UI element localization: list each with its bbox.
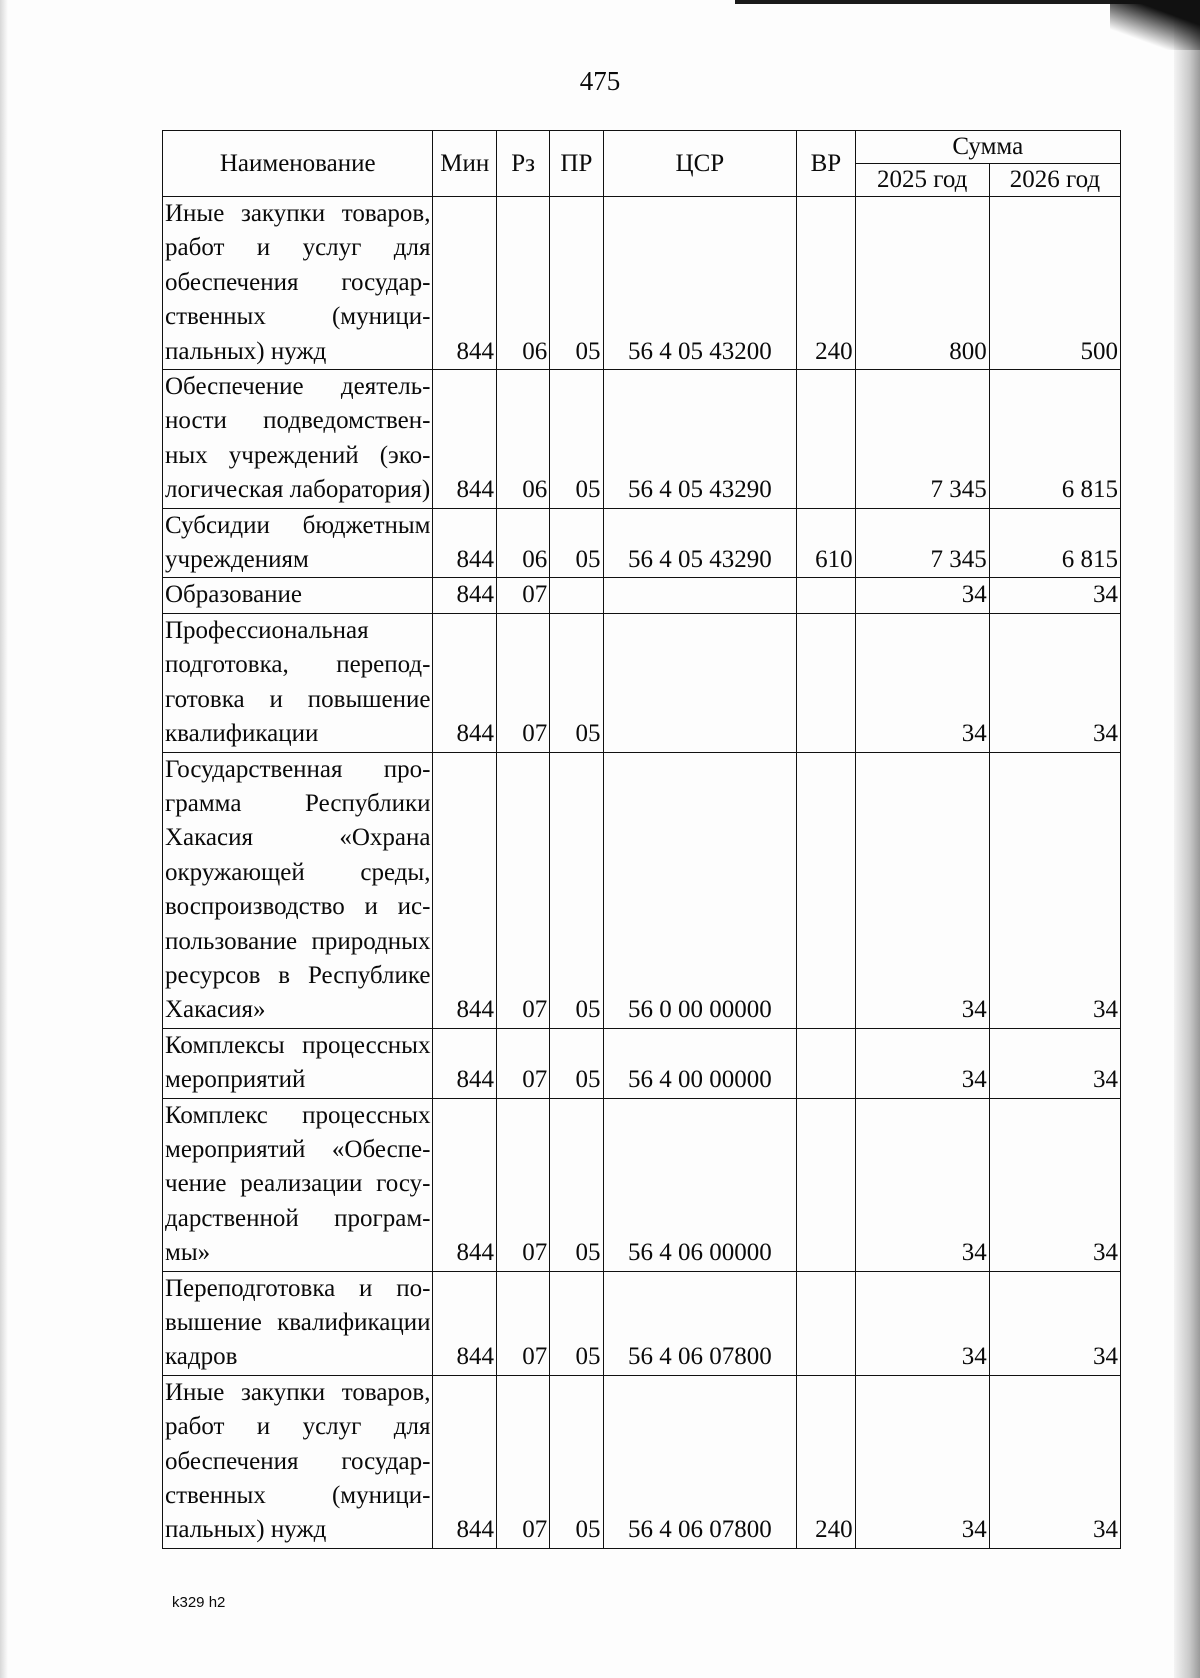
table-row: [163, 1098, 1121, 1271]
cell-name: Государственная программа Республики Хакасия «Охрана окружающей среды, воспроизводство и использование природных ресурсов в Республике Хакасия»: [163, 752, 433, 1028]
cell-csr: 56 0 00 00000: [603, 752, 797, 1028]
cell-rz: 07: [497, 1098, 550, 1271]
cell-pr: 05: [550, 1271, 603, 1375]
cell-vr: [797, 752, 855, 1028]
budget-table: [162, 130, 1121, 1549]
cell-min: 844: [433, 1028, 497, 1098]
cell-rz: 07: [497, 752, 550, 1028]
cell-2026: 6 815: [989, 508, 1120, 578]
cell-rz: 07: [497, 1271, 550, 1375]
table-row: [163, 508, 1121, 578]
table-row: [163, 1271, 1121, 1375]
cell-pr: 05: [550, 370, 603, 509]
cell-rz: 07: [497, 1028, 550, 1098]
cell-csr: 56 4 05 43200: [603, 197, 797, 370]
header-row: [163, 131, 1121, 164]
cell-name: Профессиональная подготовка, переподготовка и повышение квалификации: [163, 613, 433, 752]
page-number: 475: [579, 66, 621, 96]
cell-2025: 34: [855, 1271, 989, 1375]
cell-csr: 56 4 05 43290: [603, 508, 797, 578]
cell-2026: 34: [989, 1271, 1120, 1375]
cell-min: 844: [433, 752, 497, 1028]
cell-2025: 34: [855, 613, 989, 752]
cell-2025: 34: [855, 1098, 989, 1271]
cell-pr: 05: [550, 508, 603, 578]
cell-2025: 7 345: [855, 370, 989, 509]
cell-rz: 07: [497, 578, 550, 613]
cell-vr: 610: [797, 508, 855, 578]
cell-2025: 34: [855, 578, 989, 613]
cell-name: Комплексы процессных мероприятий: [163, 1028, 433, 1098]
cell-pr: [550, 578, 603, 613]
table-row: [163, 370, 1121, 509]
header-2025: 2025 год: [855, 164, 989, 197]
cell-2025: 7 345: [855, 508, 989, 578]
cell-csr: 56 4 05 43290: [603, 370, 797, 509]
cell-2026: 34: [989, 613, 1120, 752]
cell-min: 844: [433, 370, 497, 509]
cell-vr: [797, 613, 855, 752]
cell-rz: 06: [497, 197, 550, 370]
cell-min: 844: [433, 1098, 497, 1271]
cell-pr: 05: [550, 197, 603, 370]
cell-csr: 56 4 06 00000: [603, 1098, 797, 1271]
header-min: Мин: [433, 131, 497, 197]
cell-csr: 56 4 06 07800: [603, 1375, 797, 1548]
cell-min: 844: [433, 197, 497, 370]
table-row: [163, 578, 1121, 613]
cell-min: 844: [433, 613, 497, 752]
cell-csr: 56 4 00 00000: [603, 1028, 797, 1098]
table-row: [163, 613, 1121, 752]
header-sum: Сумма: [855, 131, 1120, 164]
cell-2026: 500: [989, 197, 1120, 370]
cell-pr: 05: [550, 1028, 603, 1098]
cell-vr: 240: [797, 1375, 855, 1548]
cell-2026: 34: [989, 1098, 1120, 1271]
cell-vr: 240: [797, 197, 855, 370]
header-pr: ПР: [550, 131, 603, 197]
cell-pr: 05: [550, 1098, 603, 1271]
table-body: [163, 197, 1121, 1549]
cell-name: Образование: [163, 578, 433, 613]
cell-csr: 56 4 06 07800: [603, 1271, 797, 1375]
cell-2025: 800: [855, 197, 989, 370]
cell-min: 844: [433, 508, 497, 578]
cell-2026: 34: [989, 752, 1120, 1028]
cell-min: 844: [433, 1375, 497, 1548]
table-row: [163, 197, 1121, 370]
cell-csr: [603, 578, 797, 613]
cell-2025: 34: [855, 752, 989, 1028]
scan-corner-shadow: [1110, 0, 1200, 50]
table-row: [163, 1375, 1121, 1548]
table-row: [163, 752, 1121, 1028]
cell-vr: [797, 578, 855, 613]
cell-name: Иные закупки товаров, работ и услуг для обеспечения государственных (муниципальных) нужд: [163, 1375, 433, 1548]
cell-name: Комплекс процессных мероприятий «Обеспечение реализации государственной программы»: [163, 1098, 433, 1271]
cell-name: Иные закупки товаров, работ и услуг для обеспечения государственных (муниципальных) нужд: [163, 197, 433, 370]
cell-2026: 34: [989, 1028, 1120, 1098]
cell-rz: 06: [497, 508, 550, 578]
cell-rz: 07: [497, 613, 550, 752]
cell-name: Субсидии бюджетным учреждениям: [163, 508, 433, 578]
table-row: [163, 1028, 1121, 1098]
cell-vr: [797, 1271, 855, 1375]
cell-vr: [797, 1028, 855, 1098]
cell-min: 844: [433, 578, 497, 613]
cell-pr: 05: [550, 613, 603, 752]
scan-edge-left: [0, 0, 8, 1678]
cell-name: Переподготовка и повышение квалификации кадров: [163, 1271, 433, 1375]
footer-code: k329 h2: [172, 1594, 226, 1611]
cell-rz: 07: [497, 1375, 550, 1548]
header-name: Наименование: [163, 131, 433, 197]
header-csr: ЦСР: [603, 131, 797, 197]
cell-2025: 34: [855, 1375, 989, 1548]
header-rz: Рз: [497, 131, 550, 197]
cell-rz: 06: [497, 370, 550, 509]
cell-pr: 05: [550, 752, 603, 1028]
cell-pr: 05: [550, 1375, 603, 1548]
cell-2025: 34: [855, 1028, 989, 1098]
cell-2026: 6 815: [989, 370, 1120, 509]
cell-name: Обеспечение деятельности подведомственных учреждений (экологическая лаборатория): [163, 370, 433, 509]
header-2026: 2026 год: [989, 164, 1120, 197]
cell-vr: [797, 370, 855, 509]
cell-csr: [603, 613, 797, 752]
cell-min: 844: [433, 1271, 497, 1375]
scan-edge-right: [1174, 0, 1200, 1678]
cell-2026: 34: [989, 1375, 1120, 1548]
cell-2026: 34: [989, 578, 1120, 613]
cell-vr: [797, 1098, 855, 1271]
header-vr: ВР: [797, 131, 855, 197]
